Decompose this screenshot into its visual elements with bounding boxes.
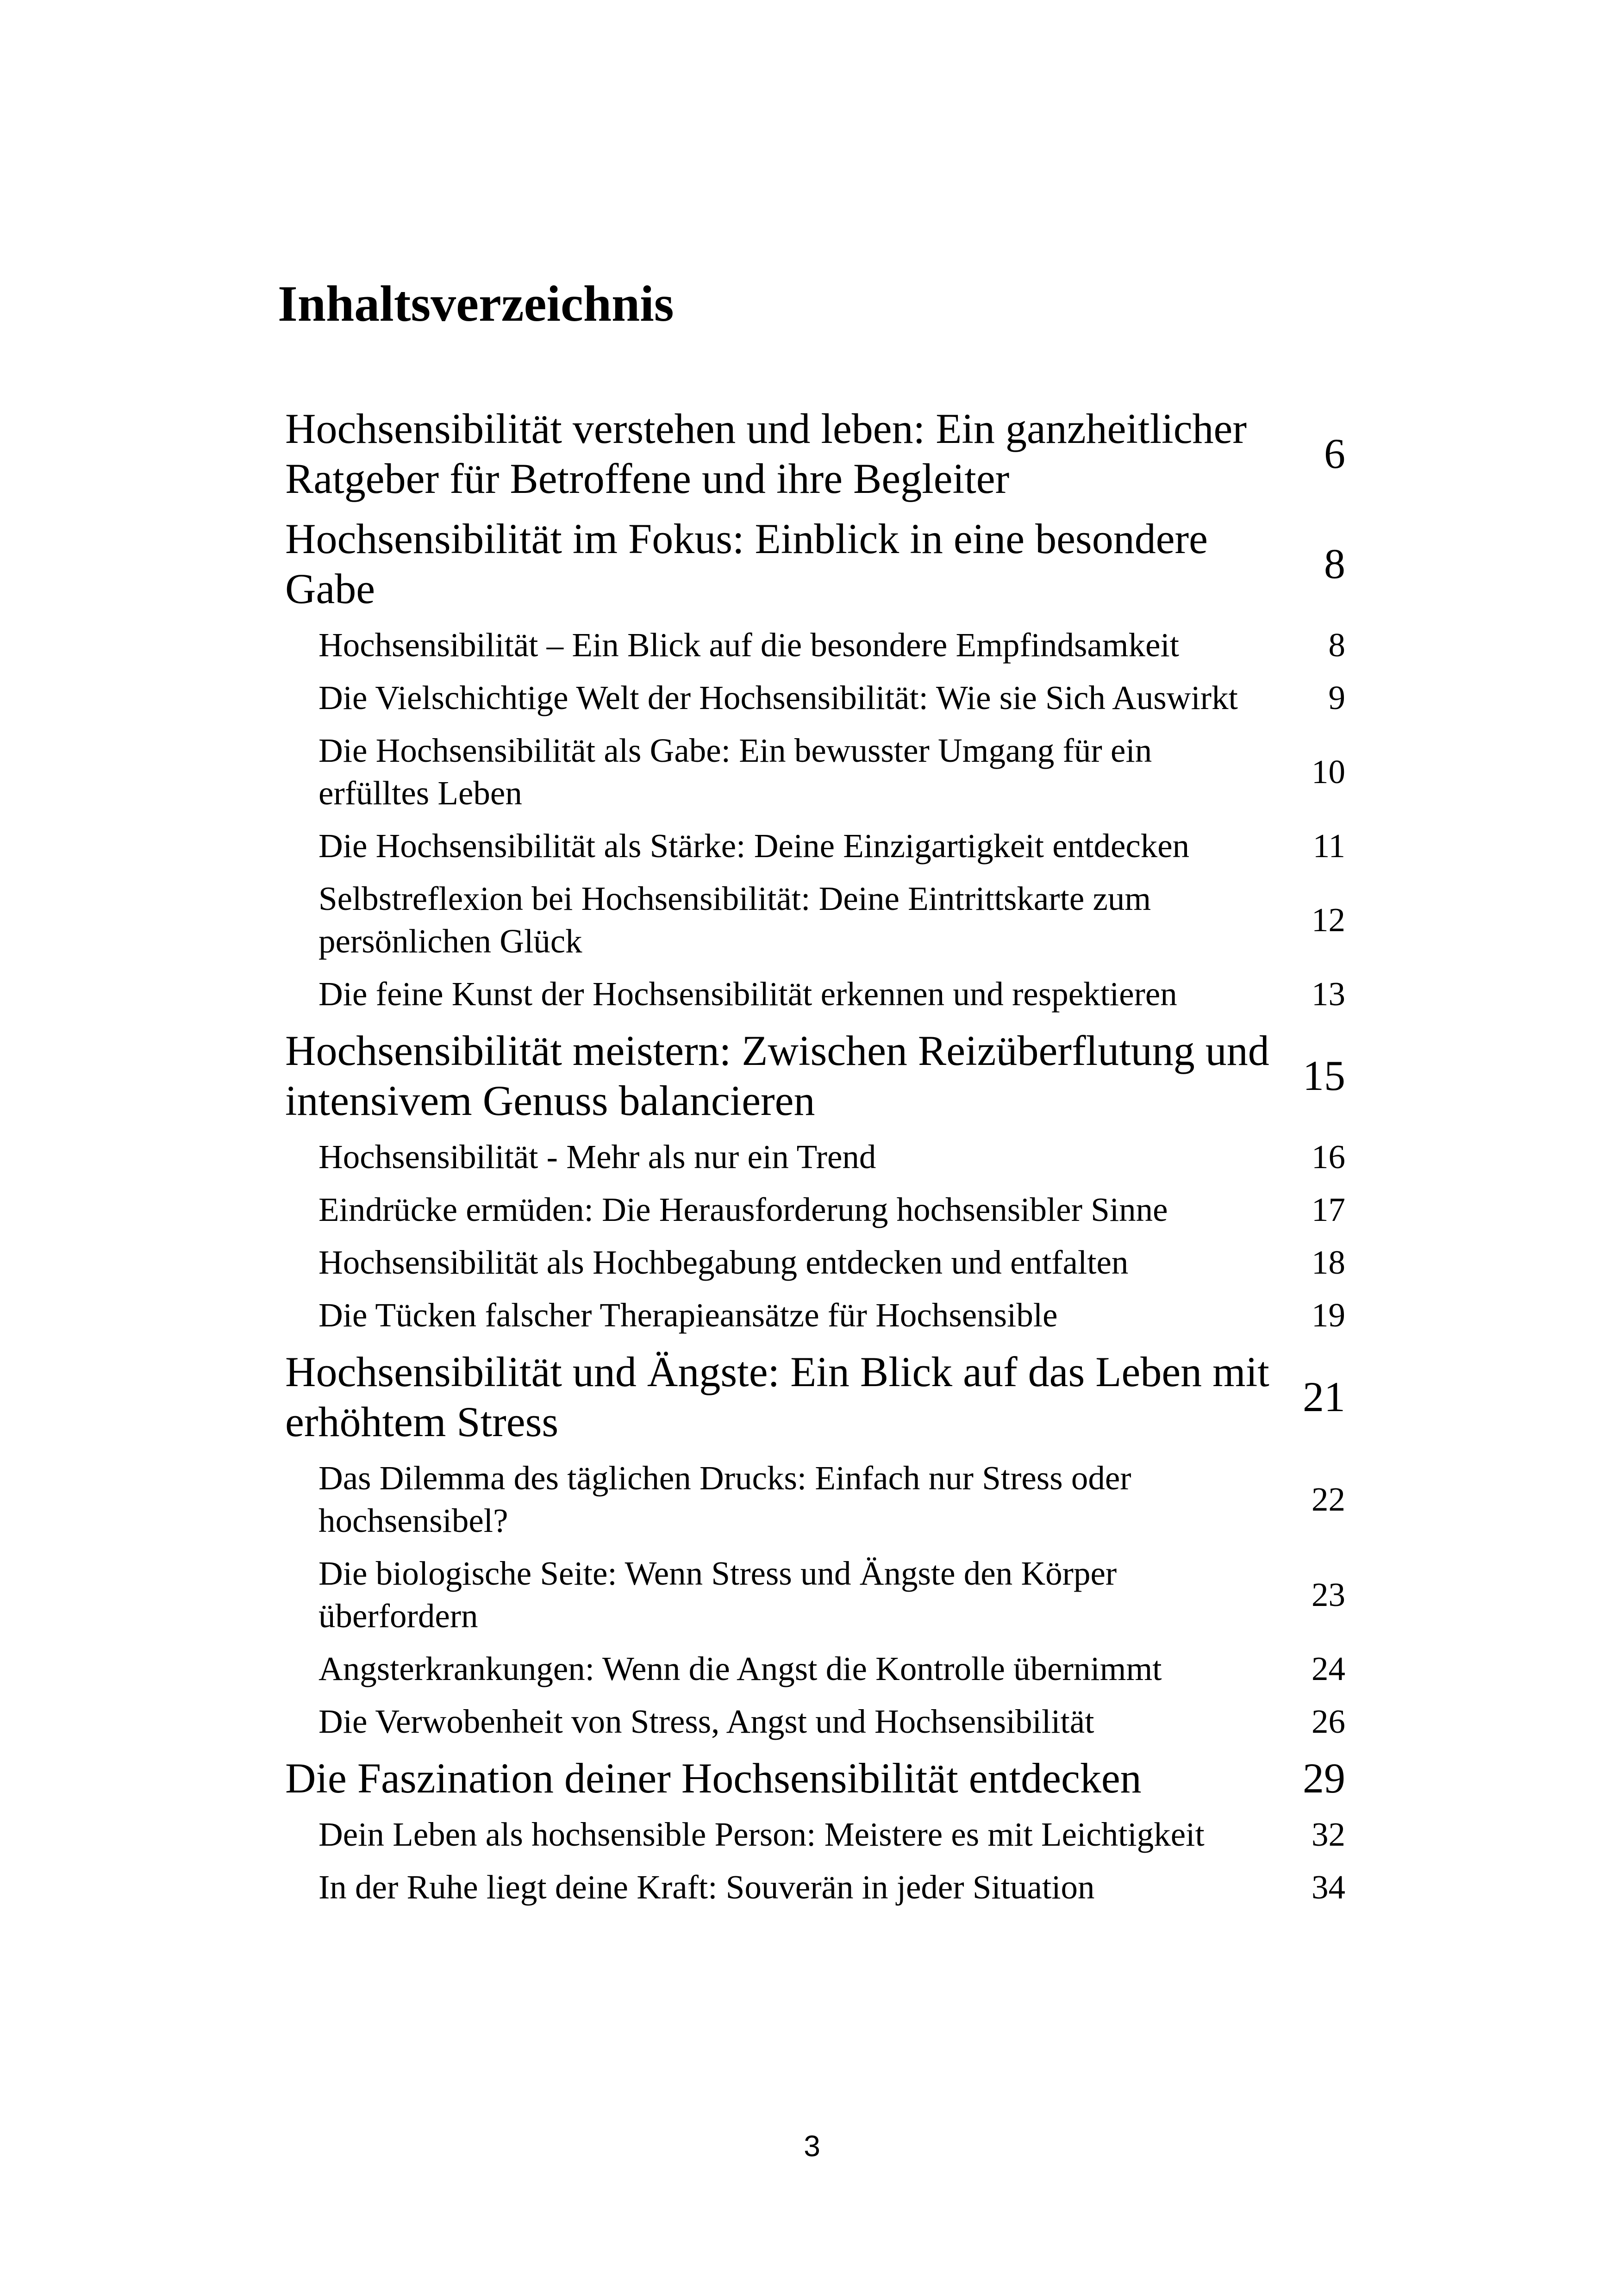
toc-entry-page: 23 xyxy=(1312,1576,1345,1613)
toc-entry-page: 29 xyxy=(1303,1755,1345,1802)
toc-entry-title: Hochsensibilität - Mehr als nur ein Trend xyxy=(319,1138,876,1176)
toc-entry-title: Hochsensibilität verstehen und leben: Ein ganzheitlicher Ratgeber für Betroffene und ihre Begleiter xyxy=(285,405,1247,502)
toc-entry-page: 32 xyxy=(1312,1816,1345,1853)
toc-section-entry[interactable] xyxy=(285,825,1345,867)
toc-entry-page: 8 xyxy=(1324,540,1345,587)
toc-entry-page: 24 xyxy=(1312,1650,1345,1687)
toc-entry-title: Angsterkrankungen: Wenn die Angst die Kontrolle übernimmt xyxy=(319,1650,1162,1687)
toc-chapter-entry[interactable] xyxy=(285,514,1345,614)
toc-section-entry[interactable] xyxy=(285,677,1345,719)
toc-entry-title: Hochsensibilität meistern: Zwischen Reizüberflutung und intensivem Genuss balancieren xyxy=(285,1027,1269,1124)
toc-chapter-entry[interactable] xyxy=(285,1026,1345,1126)
toc-entry-page: 26 xyxy=(1312,1703,1345,1740)
toc-entry-title: Hochsensibilität im Fokus: Einblick in eine besondere Gabe xyxy=(285,515,1208,612)
toc-entry-title: Selbstreflexion bei Hochsensibilität: Deine Eintrittskarte zum persönlichen Glück xyxy=(319,880,1151,960)
toc-section-entry[interactable] xyxy=(285,1457,1345,1542)
toc-chapter-entry[interactable] xyxy=(285,1753,1345,1803)
toc-entry-title: Die Vielschichtige Welt der Hochsensibilität: Wie sie Sich Auswirkt xyxy=(319,679,1238,716)
toc-entry-title: Die biologische Seite: Wenn Stress und Ängste den Körper überfordern xyxy=(319,1555,1117,1635)
toc-entry-page: 10 xyxy=(1312,753,1345,790)
toc-entry-page: 22 xyxy=(1312,1481,1345,1518)
toc-entry-page: 12 xyxy=(1312,901,1345,939)
toc-section-entry[interactable] xyxy=(285,1294,1345,1337)
toc-entry-title: Dein Leben als hochsensible Person: Meistere es mit Leichtigkeit xyxy=(319,1816,1205,1853)
toc-section-entry[interactable] xyxy=(285,877,1345,963)
toc-entry-title: In der Ruhe liegt deine Kraft: Souverän in jeder Situation xyxy=(319,1868,1095,1906)
toc-entry-page: 19 xyxy=(1312,1296,1345,1334)
toc-section-entry[interactable] xyxy=(285,1552,1345,1637)
toc-section-entry[interactable] xyxy=(285,729,1345,815)
toc-entry-page: 6 xyxy=(1324,430,1345,477)
toc-entry-page: 34 xyxy=(1312,1868,1345,1906)
toc-entry-page: 15 xyxy=(1303,1052,1345,1099)
page-title: Inhaltsverzeichnis xyxy=(278,275,674,332)
toc-entry-title: Eindrücke ermüden: Die Herausforderung hochsensibler Sinne xyxy=(319,1191,1168,1228)
toc-section-entry[interactable] xyxy=(285,1188,1345,1231)
toc-section-entry[interactable] xyxy=(285,1241,1345,1284)
toc-entry-page: 13 xyxy=(1312,975,1345,1013)
toc-chapter-entry[interactable] xyxy=(285,1347,1345,1447)
toc-entry-title: Die Hochsensibilität als Gabe: Ein bewusster Umgang für ein erfülltes Leben xyxy=(319,732,1152,812)
toc-entry-page: 16 xyxy=(1312,1138,1345,1176)
toc-entry-title: Das Dilemma des täglichen Drucks: Einfach nur Stress oder hochsensibel? xyxy=(319,1459,1131,1539)
toc-entry-page: 8 xyxy=(1328,626,1345,664)
toc-section-entry[interactable] xyxy=(285,1813,1345,1856)
table-of-contents xyxy=(285,393,1345,1909)
toc-entry-title: Die Tücken falscher Therapieansätze für Hochsensible xyxy=(319,1296,1058,1334)
toc-chapter-entry[interactable] xyxy=(285,404,1345,504)
toc-entry-title: Die Faszination deiner Hochsensibilität entdecken xyxy=(285,1755,1142,1802)
toc-entry-title: Hochsensibilität und Ängste: Ein Blick auf das Leben mit erhöhtem Stress xyxy=(285,1348,1269,1445)
toc-entry-title: Die Verwobenheit von Stress, Angst und Hochsensibilität xyxy=(319,1703,1094,1740)
toc-section-entry[interactable] xyxy=(285,1648,1345,1690)
toc-entry-page: 21 xyxy=(1303,1373,1345,1420)
toc-entry-title: Die Hochsensibilität als Stärke: Deine Einzigartigkeit entdecken xyxy=(319,827,1190,865)
toc-section-entry[interactable] xyxy=(285,624,1345,666)
toc-entry-title: Hochsensibilität als Hochbegabung entdecken und entfalten xyxy=(319,1244,1129,1281)
toc-entry-title: Hochsensibilität – Ein Blick auf die besondere Empfindsamkeit xyxy=(319,626,1180,664)
toc-entry-page: 18 xyxy=(1312,1244,1345,1281)
toc-entry-page: 11 xyxy=(1312,827,1345,865)
toc-section-entry[interactable] xyxy=(285,1866,1345,1909)
toc-entry-page: 9 xyxy=(1328,679,1345,716)
toc-section-entry[interactable] xyxy=(285,1136,1345,1178)
toc-section-entry[interactable] xyxy=(285,1700,1345,1743)
toc-section-entry[interactable] xyxy=(285,973,1345,1015)
toc-entry-page: 17 xyxy=(1312,1191,1345,1228)
toc-entry-title: Die feine Kunst der Hochsensibilität erkennen und respektieren xyxy=(319,975,1177,1013)
page-number: 3 xyxy=(804,2129,820,2163)
